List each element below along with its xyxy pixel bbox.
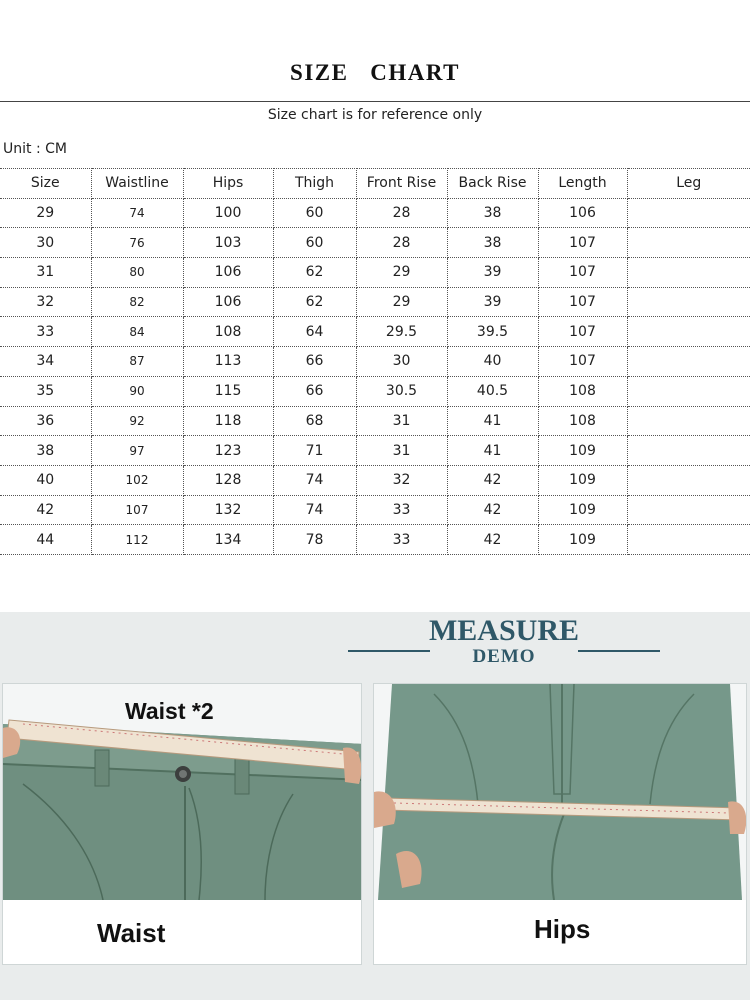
column-header: Hips (183, 169, 273, 199)
table-cell: 28 (356, 228, 447, 258)
table-cell: 107 (538, 347, 627, 377)
reference-note: Size chart is for reference only (267, 107, 483, 123)
table-cell: 41 (447, 406, 538, 436)
table-cell (627, 376, 750, 406)
table-cell: 109 (538, 495, 627, 525)
table-cell: 80 (91, 258, 183, 288)
table-cell: 40.5 (447, 376, 538, 406)
table-row (0, 495, 750, 525)
table-row (0, 347, 750, 377)
column-header: Waistline (91, 169, 183, 199)
table-cell: 102 (91, 465, 183, 495)
table-cell: 74 (91, 198, 183, 228)
table-cell: 109 (538, 525, 627, 555)
waist-pants-illustration (3, 684, 362, 965)
demo-subheading: DEMO (472, 646, 536, 667)
table-cell: 38 (447, 228, 538, 258)
waist-note: Waist *2 (125, 698, 214, 724)
table-cell (627, 317, 750, 347)
table-cell: 33 (0, 317, 91, 347)
table-cell: 97 (91, 436, 183, 466)
table-cell: 107 (538, 317, 627, 347)
table-cell: 38 (0, 436, 91, 466)
table-cell: 31 (0, 258, 91, 288)
table-cell: 29 (0, 198, 91, 228)
table-cell: 134 (183, 525, 273, 555)
table-cell: 87 (91, 347, 183, 377)
table-cell: 100 (183, 198, 273, 228)
table-cell: 39.5 (447, 317, 538, 347)
table-cell: 90 (91, 376, 183, 406)
table-cell: 106 (538, 198, 627, 228)
table-cell (627, 436, 750, 466)
table-cell: 84 (91, 317, 183, 347)
table-cell: 42 (447, 495, 538, 525)
table-cell: 92 (91, 406, 183, 436)
table-cell: 39 (447, 258, 538, 288)
table-header-row (0, 169, 750, 199)
table-cell (627, 465, 750, 495)
table-cell: 107 (538, 228, 627, 258)
table-cell: 82 (91, 287, 183, 317)
table-cell (627, 287, 750, 317)
table-cell: 71 (273, 436, 356, 466)
table-cell: 107 (91, 495, 183, 525)
table-cell: 60 (273, 198, 356, 228)
table-cell: 132 (183, 495, 273, 525)
table-cell: 74 (273, 495, 356, 525)
table-cell: 62 (273, 287, 356, 317)
hips-label: Hips (534, 914, 591, 944)
table-cell: 33 (356, 525, 447, 555)
table-row (0, 406, 750, 436)
table-cell (627, 258, 750, 288)
table-cell: 44 (0, 525, 91, 555)
table-cell: 64 (273, 317, 356, 347)
table-cell: 107 (538, 287, 627, 317)
table-cell: 28 (356, 198, 447, 228)
table-cell: 40 (447, 347, 538, 377)
table-row (0, 465, 750, 495)
table-cell: 33 (356, 495, 447, 525)
measure-demo-heading (348, 604, 660, 666)
table-cell (627, 347, 750, 377)
table-cell: 29 (356, 258, 447, 288)
table-cell (627, 406, 750, 436)
table-cell: 36 (0, 406, 91, 436)
table-cell: 115 (183, 376, 273, 406)
table-cell: 109 (538, 465, 627, 495)
column-header: Back Rise (447, 169, 538, 199)
column-header: Length (538, 169, 627, 199)
table-cell (627, 495, 750, 525)
table-cell: 31 (356, 436, 447, 466)
table-cell (627, 228, 750, 258)
table-cell: 106 (183, 287, 273, 317)
table-row (0, 376, 750, 406)
table-cell: 35 (0, 376, 91, 406)
size-table (0, 168, 750, 555)
table-cell: 29 (356, 287, 447, 317)
table-cell: 112 (91, 525, 183, 555)
table-cell: 108 (538, 376, 627, 406)
waist-measure-photo (2, 683, 362, 965)
table-cell: 128 (183, 465, 273, 495)
table-row (0, 258, 750, 288)
column-header: Thigh (273, 169, 356, 199)
title-divider (0, 101, 750, 102)
table-cell: 29.5 (356, 317, 447, 347)
table-body (0, 198, 750, 554)
table-cell: 30.5 (356, 376, 447, 406)
table-cell: 109 (538, 436, 627, 466)
table-row (0, 525, 750, 555)
table-cell: 66 (273, 376, 356, 406)
table-cell: 42 (0, 495, 91, 525)
table-cell: 32 (356, 465, 447, 495)
table-cell (627, 525, 750, 555)
table-row (0, 287, 750, 317)
table-cell: 123 (183, 436, 273, 466)
column-header: Size (0, 169, 91, 199)
table-cell: 78 (273, 525, 356, 555)
table-cell: 66 (273, 347, 356, 377)
table-cell: 31 (356, 406, 447, 436)
table-cell (627, 198, 750, 228)
table-cell: 74 (273, 465, 356, 495)
table-cell: 40 (0, 465, 91, 495)
size-chart-title: SIZE CHART (290, 60, 460, 85)
column-header: Front Rise (356, 169, 447, 199)
table-cell: 68 (273, 406, 356, 436)
table-cell: 62 (273, 258, 356, 288)
table-cell: 30 (356, 347, 447, 377)
table-cell: 60 (273, 228, 356, 258)
table-row (0, 198, 750, 228)
hips-measure-photo (373, 683, 747, 965)
table-row (0, 317, 750, 347)
table-cell: 108 (538, 406, 627, 436)
unit-label: Unit : CM (3, 141, 67, 157)
table-cell: 42 (447, 465, 538, 495)
table-cell: 34 (0, 347, 91, 377)
heading-rule-right (578, 650, 660, 652)
table-cell: 39 (447, 287, 538, 317)
table-cell: 32 (0, 287, 91, 317)
table-cell: 42 (447, 525, 538, 555)
table-cell: 113 (183, 347, 273, 377)
table-cell: 76 (91, 228, 183, 258)
table-cell: 30 (0, 228, 91, 258)
measure-heading: MEASURE (428, 614, 579, 647)
table-cell: 118 (183, 406, 273, 436)
table-row (0, 436, 750, 466)
column-header: Leg (627, 169, 750, 199)
table-cell: 107 (538, 258, 627, 288)
table-cell: 103 (183, 228, 273, 258)
table-cell: 106 (183, 258, 273, 288)
table-cell: 38 (447, 198, 538, 228)
waist-label: Waist (97, 918, 166, 948)
table-cell: 108 (183, 317, 273, 347)
table-row (0, 228, 750, 258)
table-cell: 41 (447, 436, 538, 466)
